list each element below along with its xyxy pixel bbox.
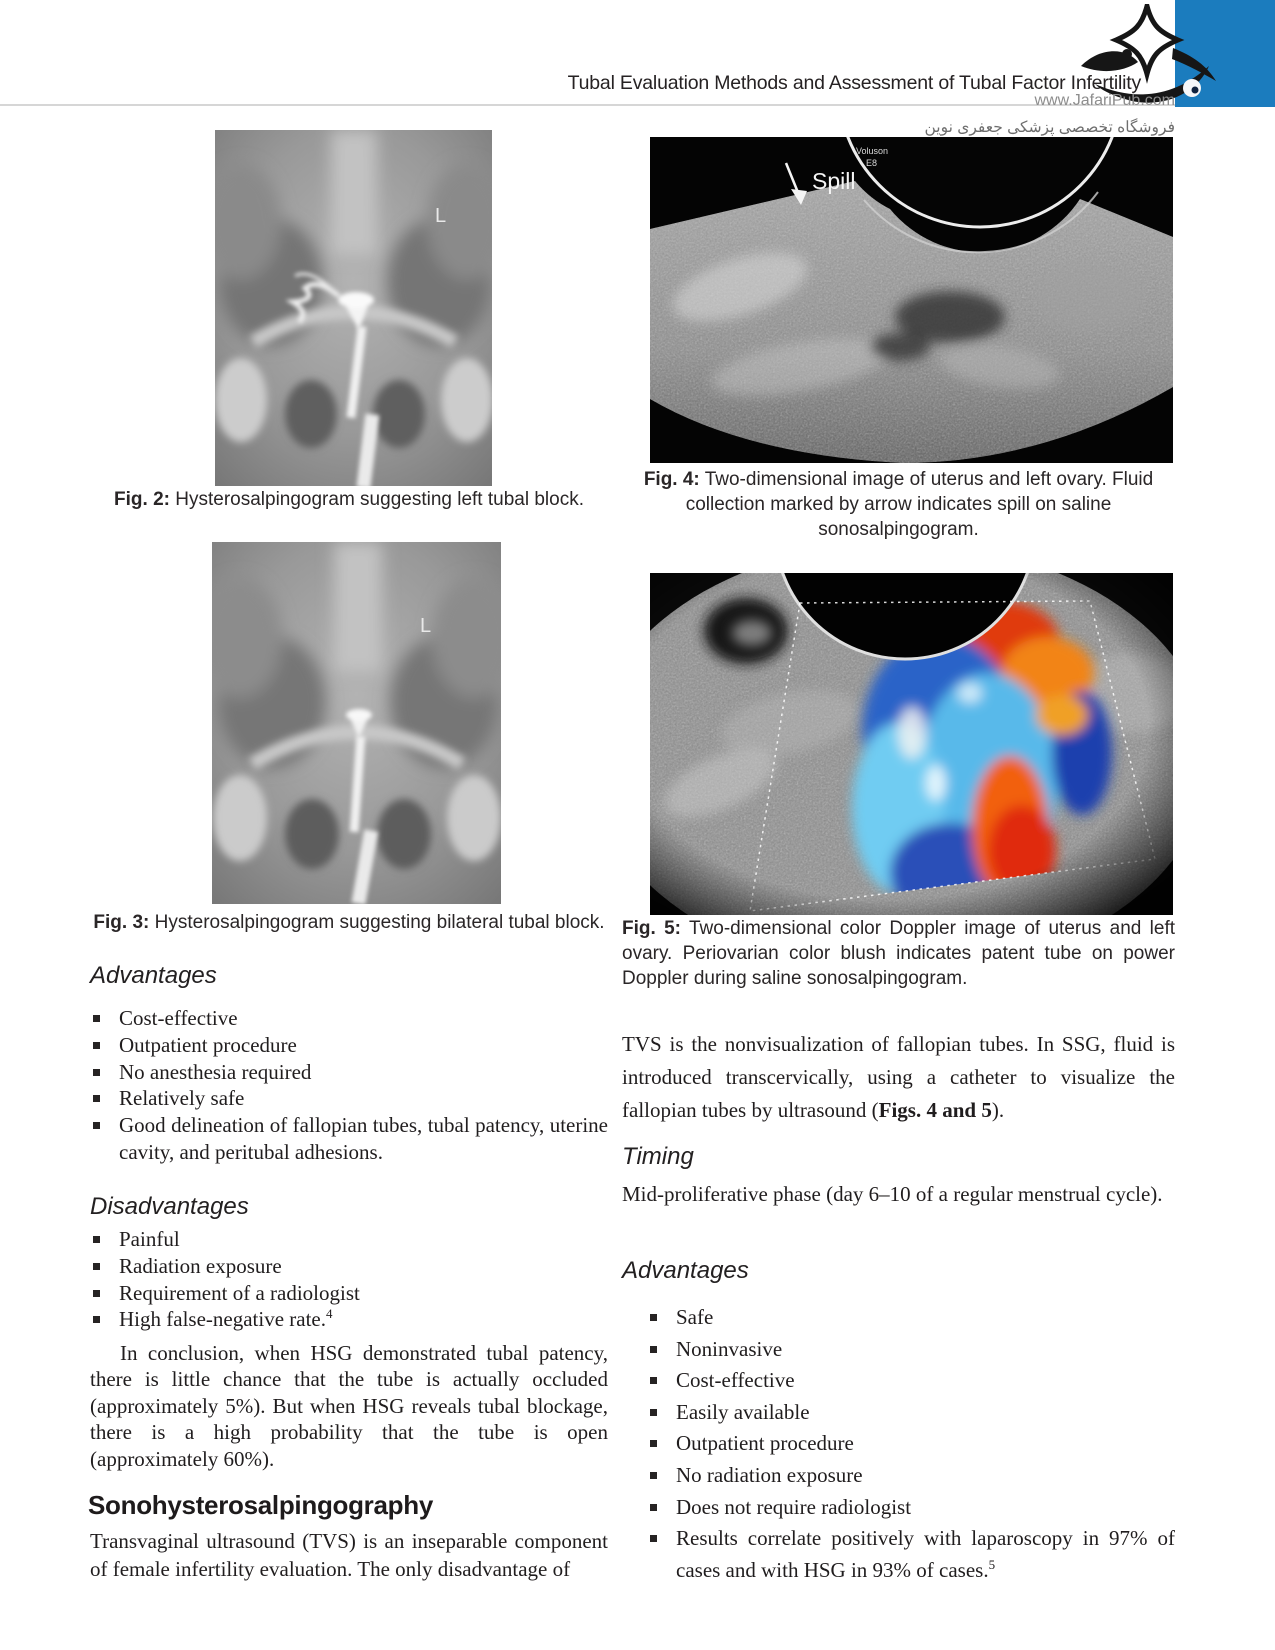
list-item: Radiation exposure: [90, 1253, 608, 1280]
bullet-icon: [650, 1314, 657, 1321]
fig4-machine-label-line1: Voluson: [856, 146, 889, 156]
fig2-caption-text: Hysterosalpingogram suggesting left tubal block.: [175, 489, 584, 510]
advantages-heading-left: Advantages: [90, 962, 217, 989]
list-item: Requirement of a radiologist: [90, 1280, 608, 1307]
list-item: Cost-effective: [90, 1005, 608, 1032]
bullet-icon: [93, 1263, 100, 1270]
bullet-icon: [93, 1236, 100, 1243]
list-item: Results correlate positively with laparoscopy in 97% of cases and with HSG in 93% of cases.$^5$: [647, 1523, 1175, 1586]
sonohysterosalpingography-heading: Sonohysterosalpingography: [88, 1490, 433, 1520]
fig4-caption-label: Fig. 4:: [643, 469, 700, 490]
list-item: No radiation exposure: [647, 1460, 1175, 1492]
fig2-caption: [90, 487, 608, 512]
fig5-color-doppler-image: [650, 573, 1173, 915]
bullet-icon: [650, 1535, 657, 1542]
fig2-side-marker: L: [435, 205, 447, 227]
fig2-caption-label: Fig. 2:: [114, 489, 170, 510]
footnote-reference: 4: [326, 1306, 333, 1322]
fig4-caption-text: Two-dimensional image of uterus and left ovary. Fluid collection marked by arrow indicates spill on saline sonosalpingogram.: [685, 469, 1154, 540]
bullet-icon: [650, 1472, 657, 1479]
list-item: Noninvasive: [647, 1334, 1175, 1366]
bullet-icon: [650, 1504, 657, 1511]
bullet-icon: [93, 1316, 100, 1323]
list-item: Outpatient procedure: [90, 1032, 608, 1059]
bullet-icon: [93, 1042, 100, 1049]
list-item: Does not require radiologist: [647, 1492, 1175, 1524]
bullet-icon: [650, 1440, 657, 1447]
list-item: Cost-effective: [647, 1365, 1175, 1397]
advantages-list-right: [647, 1302, 1175, 1586]
fig5-caption: [622, 916, 1175, 991]
bullet-icon: [650, 1377, 657, 1384]
bullet-icon: [93, 1122, 100, 1129]
timing-paragraph: Mid-proliferative phase (day 6–10 of a regular menstrual cycle).: [622, 1182, 1163, 1206]
list-item: Relatively safe: [90, 1085, 608, 1112]
fig3-hysterosalpingogram-image: [212, 542, 501, 904]
fig4-spill-label: Spill: [812, 168, 856, 194]
fig4-machine-label-line2: E8: [866, 158, 878, 168]
list-item: Outpatient procedure: [647, 1428, 1175, 1460]
list-item: No anesthesia required: [90, 1059, 608, 1086]
advantages-list-left: [90, 1005, 608, 1166]
sonohysterosalpingography-paragraph: Transvaginal ultrasound (TVS) is an inseparable component of female infertility evaluation. The only disadvantage of: [90, 1529, 608, 1581]
fig5-caption-label: Fig. 5:: [622, 918, 681, 939]
bullet-icon: [650, 1409, 657, 1416]
watermark-url: www.JafariPub.com: [1034, 92, 1175, 109]
running-head-title: Tubal Evaluation Methods and Assessment of Tubal Factor Infertility: [567, 72, 1141, 94]
fig4-ultrasound-image: [650, 137, 1173, 463]
conclusion-paragraph: In conclusion, when HSG demonstrated tubal patency, there is little chance that the tube is actually occluded (approximately 5%). But when HSG reveals tubal blockage, there is a high probability that the tube is open (approximately 60%).: [90, 1341, 608, 1471]
fig3-caption-label: Fig. 3:: [93, 912, 150, 933]
tvs-paragraph: TVS is the nonvisualization of fallopian tubes. In SSG, fluid is introduced transcervically, using a catheter to visualize the fallopian tubes by ultrasound (Figs. 4 and 5).: [622, 1032, 1175, 1122]
bullet-icon: [650, 1346, 657, 1353]
list-item: Safe: [647, 1302, 1175, 1334]
disadvantages-list: [90, 1226, 608, 1333]
list-item: High false-negative rate.$^4$: [90, 1306, 608, 1333]
bullet-icon: [93, 1069, 100, 1076]
fig5-caption-text: Two-dimensional color Doppler image of uterus and left ovary. Periovarian color blush indicates patent tube on power Doppler during saline sonosalpingogram.: [622, 918, 1175, 989]
footnote-reference: 5: [988, 1556, 996, 1572]
fig3-caption: [90, 910, 608, 935]
figs-cross-reference: Figs. 4 and 5: [878, 1098, 992, 1122]
fig3-side-marker: L: [420, 615, 432, 637]
bullet-icon: [93, 1015, 100, 1022]
bullet-icon: [93, 1095, 100, 1102]
bullet-icon: [93, 1290, 100, 1297]
list-item: Easily available: [647, 1397, 1175, 1429]
fig2-hysterosalpingogram-image: [215, 130, 492, 486]
list-item: Painful: [90, 1226, 608, 1253]
disadvantages-heading: Disadvantages: [90, 1193, 249, 1220]
timing-heading: Timing: [622, 1143, 694, 1170]
watermark-farsi: فروشگاه تخصصی پزشکی جعفری نوین: [924, 119, 1175, 136]
fig4-caption: [622, 467, 1175, 542]
advantages-heading-right: Advantages: [622, 1257, 749, 1284]
list-item: Good delineation of fallopian tubes, tubal patency, uterine cavity, and peritubal adhesions.: [90, 1112, 608, 1166]
fig3-caption-text: Hysterosalpingogram suggesting bilateral tubal block.: [154, 912, 605, 933]
